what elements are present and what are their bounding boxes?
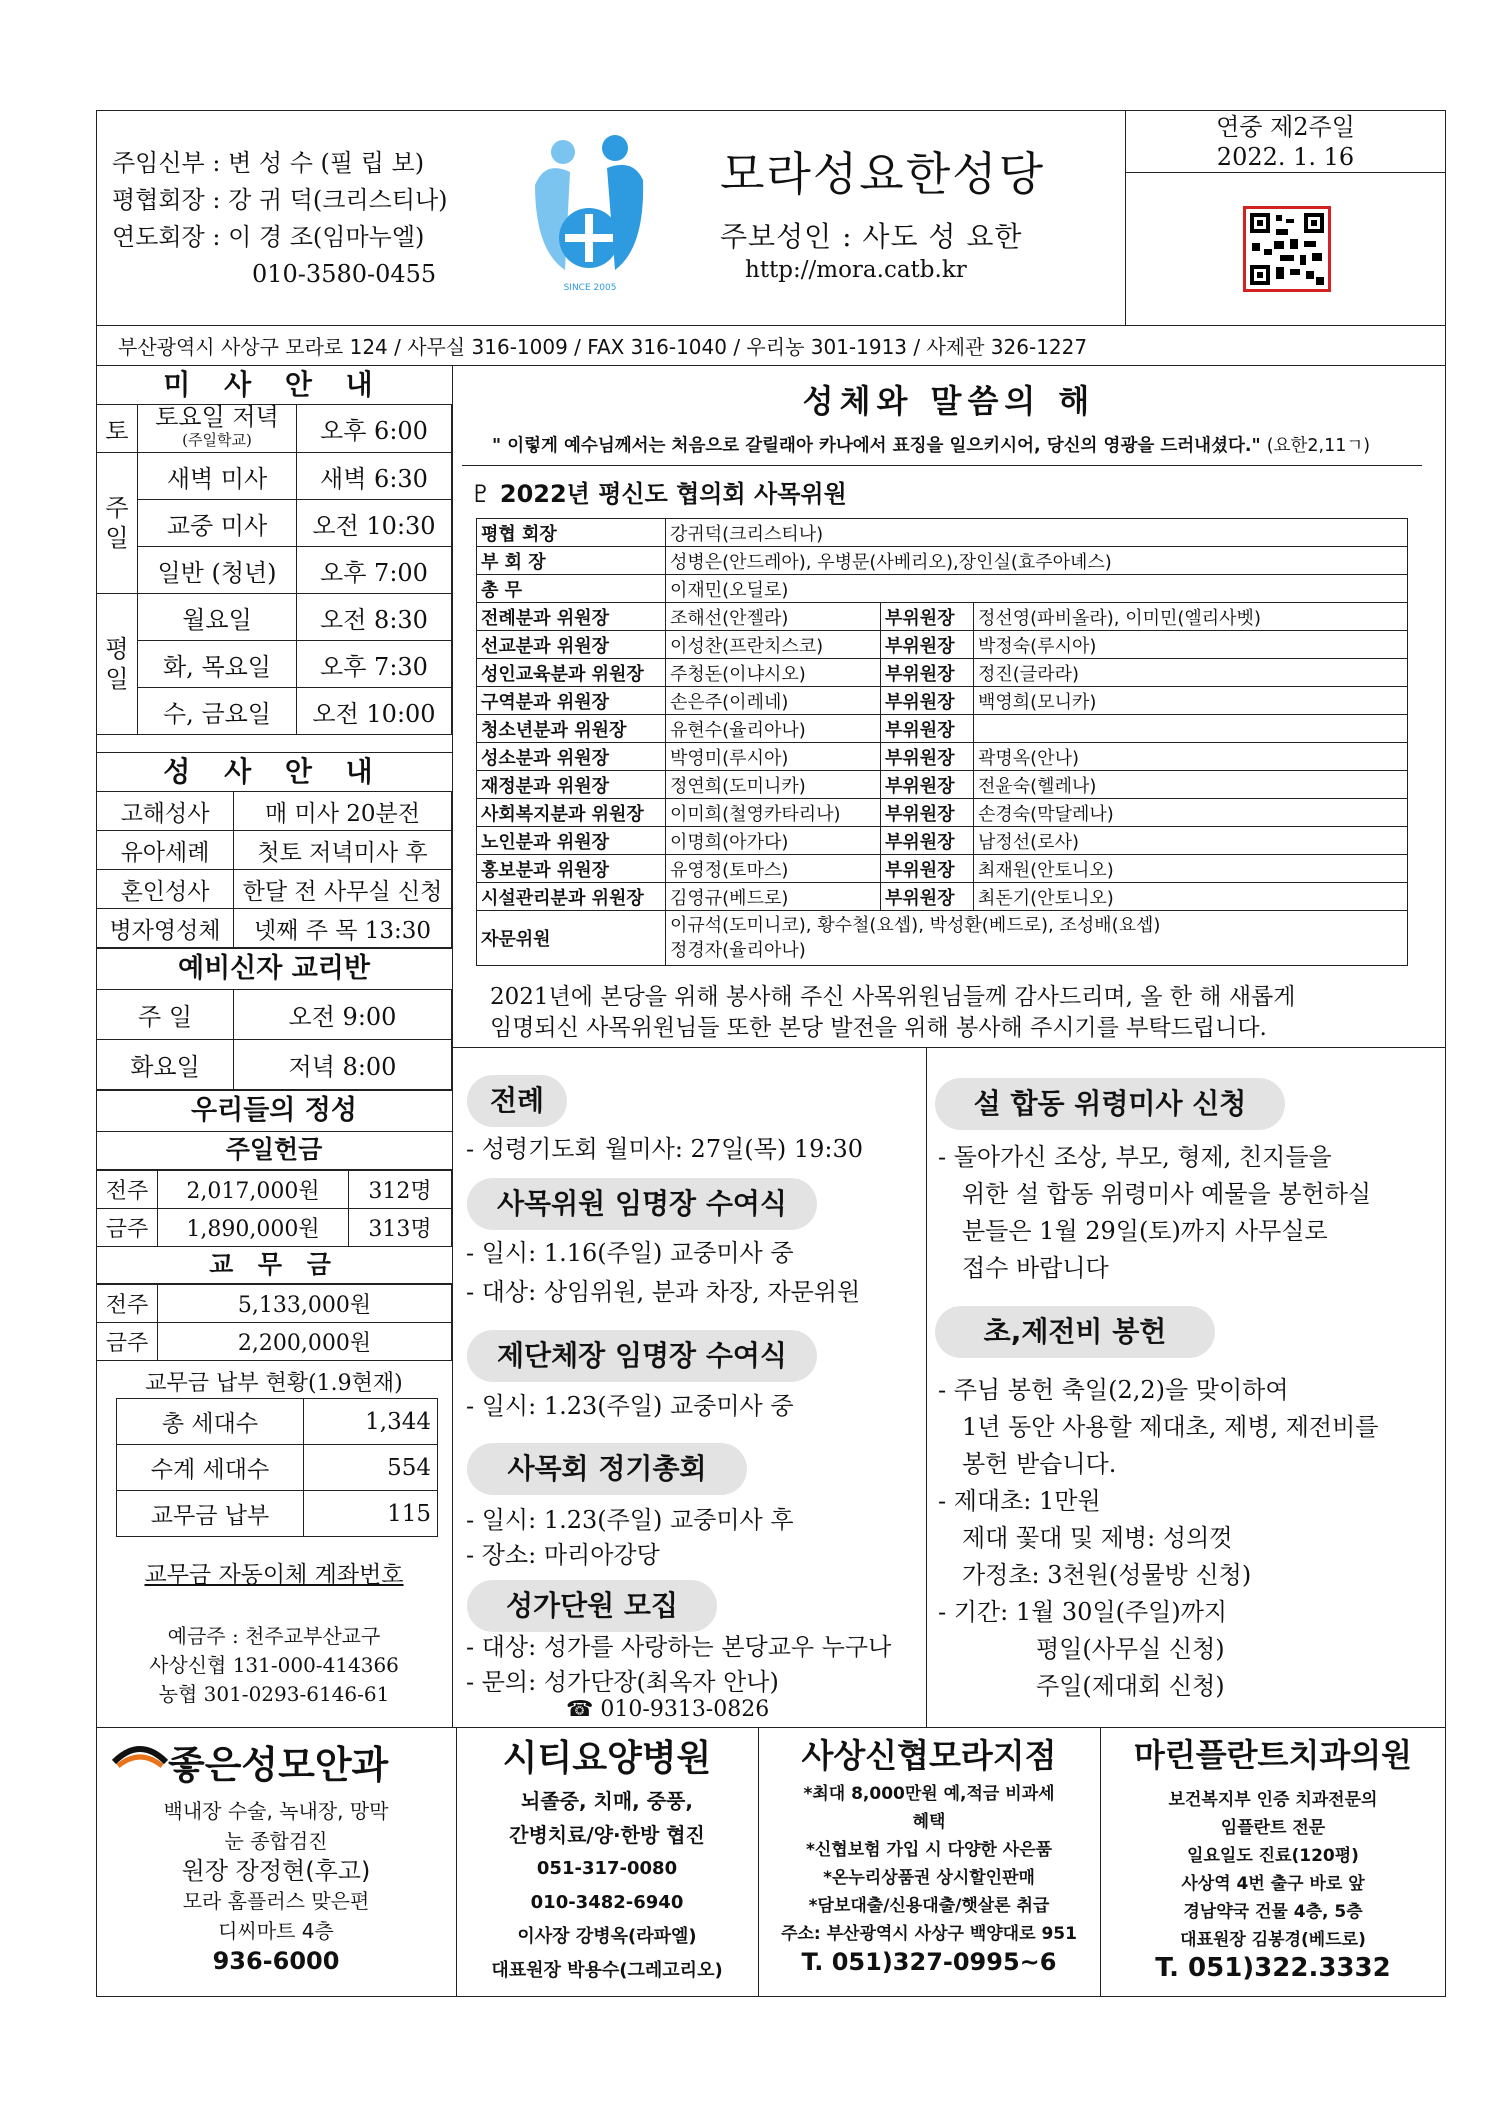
notice-candles-title: 초,제전비 봉헌	[935, 1306, 1215, 1358]
mass-time: 오후 7:30	[297, 641, 452, 688]
mass-name: 일반 (청년)	[138, 547, 297, 594]
mass-name: 토요일 저녁 (주일학교)	[138, 405, 297, 453]
council-row	[477, 519, 1408, 547]
notice-line: 봉헌 받습니다.	[962, 1450, 1117, 1478]
council-vice-name: 전윤숙(헬레나)	[974, 771, 1408, 799]
council-vice-name: 손경숙(막달레나)	[974, 799, 1408, 827]
notices-divider	[926, 1047, 927, 1727]
mass-name: 새벽 미사	[138, 453, 297, 500]
notice-line: - 제대초: 1만원	[938, 1487, 1101, 1515]
council-name: 주청돈(이냐시오)	[666, 659, 881, 687]
council-role: 노인분과 위원장	[477, 827, 666, 855]
council-role: 구역분과 위원장	[477, 687, 666, 715]
church-url[interactable]: http://mora.catb.kr	[745, 257, 967, 283]
dues-row: 금주 2,200,000원	[97, 1323, 452, 1361]
qr-code[interactable]	[1243, 206, 1331, 292]
council-role: 성인교육분과 위원장	[477, 659, 666, 687]
status-row: 총 세대수 1,344	[117, 1399, 438, 1445]
hospital-name: 시티요양병원	[502, 1738, 712, 1779]
council-vice-role: 부위원장	[881, 631, 974, 659]
council-name: 조해선(안젤라)	[666, 603, 881, 631]
council-vice-name: 정선영(파비올라), 이미민(엘리사벳)	[974, 603, 1408, 631]
council-table	[476, 518, 1408, 966]
church-name: 모라성요한성당	[720, 147, 1046, 201]
council-role: 청소년분과 위원장	[477, 715, 666, 743]
council-row	[477, 603, 1408, 631]
dues-status-title: 교무금 납부 현황(1.9현재)	[145, 1371, 403, 1396]
council-name: 손은주(이레네)	[666, 687, 881, 715]
council-role: 선교분과 위원장	[477, 631, 666, 659]
council-name: 유영정(토마스)	[666, 855, 881, 883]
council-row	[477, 575, 1408, 603]
mass-time: 오전 8:30	[297, 594, 452, 641]
dental-clinic-name: 마린플란트치과의원	[1133, 1736, 1413, 1774]
notice-groups-ceremony-title: 제단체장 임명장 수여식	[467, 1330, 817, 1382]
notice-line: - 대상: 성가를 사랑하는 본당교우 누구나	[466, 1633, 892, 1661]
council-vice-role: 부위원장	[881, 855, 974, 883]
notice-assembly-title: 사목회 정기총회	[467, 1443, 747, 1495]
mass-row	[97, 500, 452, 547]
main-divider	[452, 1047, 1446, 1048]
council-vice-role: 부위원장	[881, 715, 974, 743]
council-row	[477, 547, 1408, 575]
council-role: 부 회 장	[477, 547, 666, 575]
notice-liturgy-title: 전례	[467, 1075, 567, 1127]
date-divider	[1125, 172, 1446, 173]
council-vice-role: 부위원장	[881, 827, 974, 855]
mass-group: 평 일	[97, 594, 138, 735]
council-row	[477, 827, 1408, 855]
notice-line: - 일시: 1.16(주일) 교중미사 중	[466, 1239, 794, 1267]
notice-line: 접수 바랍니다	[962, 1254, 1109, 1282]
patron-saint: 주보성인 : 사도 성 요한	[720, 220, 1023, 253]
advisor-names: 이규석(도미니코), 황수철(요셉), 박성환(베드로), 조성배(요셉) 정경자(율리아나)	[666, 911, 1408, 966]
council-vice-role: 부위원장	[881, 743, 974, 771]
council-row	[477, 659, 1408, 687]
council-row	[477, 911, 1408, 966]
dues-row: 전주 5,133,000원	[97, 1285, 452, 1323]
dues-status-table	[116, 1398, 438, 1537]
notice-line: - 돌아가신 조상, 부모, 형제, 친지들을	[938, 1143, 1332, 1171]
account-info: 예금주 : 천주교부산교구 사상신협 131-000-414366 농협 301-0293-6146-61	[149, 1624, 399, 1706]
sunday-offering-heading: 주일헌금	[96, 1132, 452, 1170]
sunday-offering-table	[96, 1170, 452, 1247]
mass-name: 교중 미사	[138, 500, 297, 547]
council-name: 박영미(루시아)	[666, 743, 881, 771]
notice-line: - 대상: 상임위원, 분과 차장, 자문위원	[466, 1278, 861, 1306]
sacrament-row: 고해성사 매 미사 20분전	[97, 792, 452, 831]
notice-line: - 일시: 1.23(주일) 교중미사 후	[466, 1506, 794, 1534]
council-row	[477, 715, 1408, 743]
council-row	[477, 855, 1408, 883]
eye-clinic-logo	[112, 1738, 168, 1778]
week-block	[1125, 112, 1446, 172]
notice-line: 1년 동안 사용할 제대초, 제병, 제전비를	[962, 1413, 1379, 1441]
ads-top-line	[96, 1727, 1446, 1728]
finance-heading: 우리들의 정성	[96, 1090, 452, 1132]
catechumen-heading: 예비신자 교리반	[96, 948, 452, 990]
svg-text:SINCE 2005: SINCE 2005	[563, 283, 617, 293]
council-name: 성병은(안드레아), 우병문(사베리오),장인실(효주아녜스)	[666, 547, 1408, 575]
mass-name: 수, 금요일	[138, 688, 297, 735]
year-title: 성체와 말씀의 해	[802, 382, 1096, 420]
council-vice-role: 부위원장	[881, 771, 974, 799]
notice-line: 분들은 1월 29일(토)까지 사무실로	[962, 1217, 1328, 1245]
mass-row	[97, 594, 452, 641]
choir-phone: ☎ 010-9313-0826	[566, 1697, 770, 1722]
council-vice-role: 부위원장	[881, 659, 974, 687]
notice-council-ceremony-title: 사목위원 임명장 수여식	[467, 1178, 817, 1230]
council-role: 재정분과 위원장	[477, 771, 666, 799]
sidebar-divider	[452, 365, 453, 1727]
council-vice-name	[974, 715, 1408, 743]
credit-union-info: *최대 8,000만원 예,적금 비과세 혜택 *신협보험 가입 시 다양한 사은품 *온누리상품권 상시할인판매 *담보대출/신용대출/햇살론 취급 주소: 부산광역시 사상구 백양대로 951 T. 051)327-0995~6	[781, 1784, 1077, 1976]
mass-table	[96, 404, 452, 735]
mass-time: 오후 6:00	[297, 405, 452, 453]
eye-clinic-info: 백내장 수술, 녹내장, 망막 눈 종합검진 원장 장정현(후고) 모라 홈플러스 맞은편 디씨마트 4층 936-6000	[163, 1799, 389, 1975]
council-role: 전례분과 위원장	[477, 603, 666, 631]
council-row	[477, 743, 1408, 771]
eye-clinic-name: 좋은성모안과	[168, 1743, 389, 1787]
staff-list	[112, 145, 448, 293]
council-vice-name: 최재원(안토니오)	[974, 855, 1408, 883]
council-vice-role: 부위원장	[881, 687, 974, 715]
quote-underline	[462, 465, 1422, 466]
sacrament-row: 혼인성사 한달 전 사무실 신청	[97, 870, 452, 909]
council-vice-role: 부위원장	[881, 883, 974, 911]
council-row	[477, 687, 1408, 715]
council-title: ♇ 2022년 평신도 협의회 사목위원	[470, 480, 847, 508]
mass-heading: 미 사 안 내	[96, 365, 452, 405]
mass-time: 오전 10:00	[297, 688, 452, 735]
catechumen-table	[96, 989, 452, 1090]
mass-group: 주 일	[97, 453, 138, 594]
sacrament-row: 유아세례 첫토 저녁미사 후	[97, 831, 452, 870]
notice-line: - 주님 봉헌 축일(2,2)을 맞이하여	[938, 1376, 1289, 1404]
council-vice-name: 곽명옥(안나)	[974, 743, 1408, 771]
council-name: 이성찬(프란치스코)	[666, 631, 881, 659]
mass-row	[97, 453, 452, 500]
dues-table	[96, 1284, 452, 1361]
notice-choir-title: 성가단원 모집	[467, 1580, 717, 1632]
council-vice-name: 정진(글라라)	[974, 659, 1408, 687]
header-bottom-line	[96, 325, 1446, 326]
staff-row: 주임신부 : 변 성 수 (필 립 보)	[112, 149, 425, 177]
catechumen-row: 화요일 저녁 8:00	[97, 1040, 452, 1090]
mass-name: 화, 목요일	[138, 641, 297, 688]
council-name: 이재민(오딜로)	[666, 575, 1408, 603]
council-row	[477, 631, 1408, 659]
notice-line: - 기간: 1월 30일(주일)까지	[938, 1598, 1228, 1626]
status-row: 수계 세대수 554	[117, 1445, 438, 1491]
advisor-role: 자문위원	[477, 911, 666, 966]
gospel-quote: " 이렇게 예수님께서는 처음으로 갈릴래아 카나에서 표징을 일으키시어, 당신의 영광을 드러내셨다." (요한2,11ㄱ)	[492, 436, 1371, 456]
council-name: 이명희(아가다)	[666, 827, 881, 855]
council-name: 김영규(베드로)	[666, 883, 881, 911]
status-row: 교무금 납부 115	[117, 1491, 438, 1537]
council-vice-name: 박정숙(루시아)	[974, 631, 1408, 659]
council-row	[477, 799, 1408, 827]
council-role: 성소분과 위원장	[477, 743, 666, 771]
council-row	[477, 771, 1408, 799]
council-vice-name: 남정선(로사)	[974, 827, 1408, 855]
council-role: 총 무	[477, 575, 666, 603]
mass-row	[97, 405, 452, 453]
liturgical-week: 연중 제2주일	[1216, 113, 1355, 141]
notice-line: - 장소: 마리아강당	[466, 1541, 660, 1569]
council-name: 이미희(철영카타리나)	[666, 799, 881, 827]
notice-line: - 성령기도회 월미사: 27일(목) 19:30	[466, 1135, 863, 1163]
account-title: 교무금 자동이체 계좌번호	[144, 1562, 404, 1588]
council-row	[477, 883, 1408, 911]
church-logo	[525, 130, 655, 300]
notice-memorial-mass-title: 설 합동 위령미사 신청	[935, 1078, 1285, 1130]
offering-row: 전주 2,017,000원 312명	[97, 1171, 452, 1209]
council-vice-name: 최돈기(안토니오)	[974, 883, 1408, 911]
mass-time: 오전 10:30	[297, 500, 452, 547]
council-role: 사회복지분과 위원장	[477, 799, 666, 827]
sacrament-table	[96, 791, 452, 948]
thanks-message: 2021년에 본당을 위해 봉사해 주신 사목위원님들께 감사드리며, 올 한 해 새롭게 임명되신 사목위원님들 또한 본당 발전을 위해 봉사해 주시기를 부탁드립니다.	[490, 984, 1296, 1041]
mass-row	[97, 547, 452, 594]
staff-row: 연도회장 : 이 경 조(임마누엘)	[112, 223, 425, 251]
staff-row: 평협회장 : 강 귀 덕(크리스티나)	[112, 186, 448, 214]
notice-line: 주일(제대회 신청)	[1036, 1672, 1225, 1700]
sacrament-heading: 성 사 안 내	[96, 752, 452, 792]
notice-line: - 문의: 성가단장(최옥자 안나)	[466, 1668, 779, 1696]
sacrament-row: 병자영성체 넷째 주 목 13:30	[97, 909, 452, 948]
council-name: 유현수(율리아나)	[666, 715, 881, 743]
hospital-info: 뇌졸중, 치매, 중풍, 간병치료/양·한방 협진 051-317-0080 010-3482-6940 이사장 강병옥(라파엘) 대표원장 박용수(그레고리오)	[491, 1789, 723, 1981]
bulletin-date: 2022. 1. 16	[1216, 143, 1355, 171]
notice-line: 가정초: 3천원(성물방 신청)	[962, 1561, 1252, 1589]
notice-line: - 일시: 1.23(주일) 교중미사 중	[466, 1392, 794, 1420]
mass-time: 오후 7:00	[297, 547, 452, 594]
council-role: 평협 회장	[477, 519, 666, 547]
catechumen-row: 주 일 오전 9:00	[97, 990, 452, 1040]
mass-group: 토	[97, 405, 138, 453]
contact-bar: 부산광역시 사상구 모라로 124 / 사무실 316-1009 / FAX 316-1040 / 우리농 301-1913 / 사제관 326-1227	[118, 335, 1088, 359]
notice-line: 제대 꽃대 및 제병: 성의껏	[962, 1524, 1233, 1552]
council-role: 시설관리분과 위원장	[477, 883, 666, 911]
council-role: 홍보분과 위원장	[477, 855, 666, 883]
council-vice-role: 부위원장	[881, 603, 974, 631]
dental-clinic-info: 보건복지부 인증 치과전문의 임플란트 전문 일요일도 진료(120평) 사상역 4번 출구 바로 앞 경남약국 건물 4층, 5층 대표원장 김봉경(베드로) T. 051)322.3332	[1155, 1790, 1391, 1983]
mass-name: 월요일	[138, 594, 297, 641]
notice-line: 평일(사무실 신청)	[1036, 1635, 1225, 1663]
staff-phone: 010-3580-0455	[252, 260, 437, 288]
mass-time: 새벽 6:30	[297, 453, 452, 500]
credit-union-name: 사상신협모라지점	[801, 1736, 1057, 1775]
council-name: 정연희(도미니카)	[666, 771, 881, 799]
dues-heading: 교 무 금	[96, 1246, 452, 1284]
mass-row	[97, 688, 452, 735]
notice-line: 위한 설 합동 위령미사 예물을 봉헌하실	[962, 1180, 1372, 1208]
council-name: 강귀덕(크리스티나)	[666, 519, 1408, 547]
mass-row	[97, 641, 452, 688]
council-vice-role: 부위원장	[881, 799, 974, 827]
council-vice-name: 백영희(모니카)	[974, 687, 1408, 715]
offering-row: 금주 1,890,000원 313명	[97, 1209, 452, 1247]
